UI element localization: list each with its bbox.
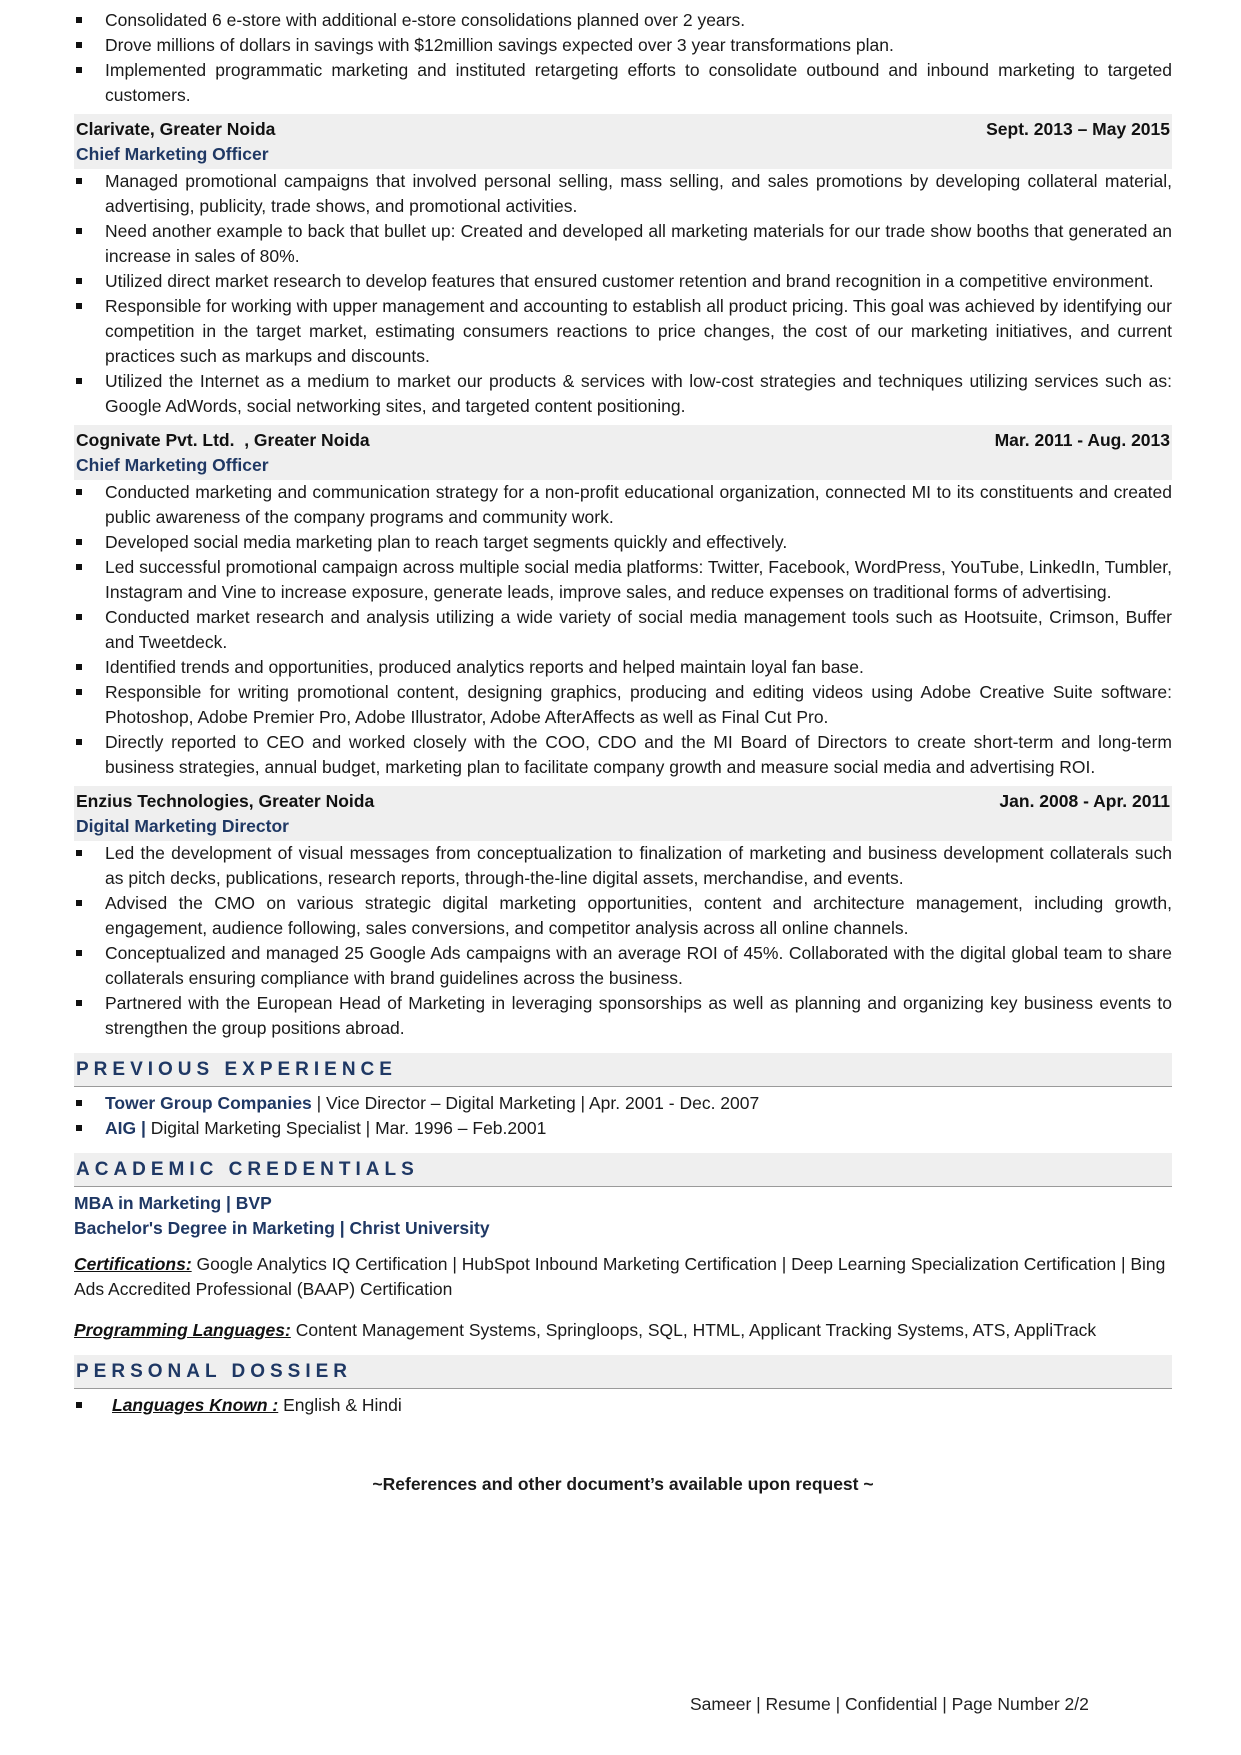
list-item: Responsible for writing promotional content, designing graphics, producing and editing videos using Adobe Creative Suite software: Photoshop, Adobe Premier Pro, Adobe Illustrator, Adobe AfterAffects as well as Final Cut Pro. xyxy=(74,680,1172,730)
list-item: Identified trends and opportunities, produced analytics reports and helped maintain loyal fan base. xyxy=(74,655,1172,680)
job-company: Clarivate, Greater Noida xyxy=(76,119,276,139)
list-item: Need another example to back that bullet up: Created and developed all marketing materials for our trade show booths that generated an increase in sales of 80%. xyxy=(74,219,1172,269)
list-item xyxy=(74,1091,1172,1116)
list-item: Utilized the Internet as a medium to market our products & services with low-cost strategies and techniques utilizing services such as: Google AdWords, social networking sites, and targeted content positioning. xyxy=(74,369,1172,419)
list-item xyxy=(74,1393,1172,1418)
job-title: Chief Marketing Officer xyxy=(76,455,269,475)
list-item: Conducted market research and analysis utilizing a wide variety of social media management tools such as Hootsuite, Crimson, Buffer and Tweetdeck. xyxy=(74,605,1172,655)
job-header xyxy=(74,786,1172,841)
list-item: Advised the CMO on various strategic digital marketing opportunities, content and architecture management, including growth, engagement, audience following, sales conversions, and competitor analysis across all online channels. xyxy=(74,891,1172,941)
languages-text: English & Hindi xyxy=(278,1395,402,1415)
degree: Bachelor's Degree in Marketing | Christ University xyxy=(74,1218,490,1238)
programming-label: Programming Languages: xyxy=(74,1320,291,1340)
programming-languages xyxy=(74,1318,1172,1343)
list-item: Drove millions of dollars in savings with $12million savings expected over 3 year transformations plan. xyxy=(74,33,1172,58)
list-item: Consolidated 6 e-store with additional e-store consolidations planned over 2 years. xyxy=(74,8,1172,33)
job-header xyxy=(74,425,1172,480)
section-heading-personal-dossier: PERSONAL DOSSIER xyxy=(74,1355,1172,1389)
section-heading-previous-experience: PREVIOUS EXPERIENCE xyxy=(74,1053,1172,1087)
job-title: Chief Marketing Officer xyxy=(76,144,269,164)
job-company: Cognivate Pvt. Ltd. , Greater Noida xyxy=(76,430,370,450)
list-item: Led successful promotional campaign across multiple social media platforms: Twitter, Facebook, WordPress, YouTube, LinkedIn, Tumbler, Instagram and Vine to increase exposure, generate leads, improve sales, and reduce expenses on traditional forms of advertising. xyxy=(74,555,1172,605)
list-item xyxy=(74,1116,1172,1141)
list-item: Led the development of visual messages from conceptualization to finalization of marketing and business development collaterals such as pitch decks, publications, research reports, through-the-line digital assets, merchandise, and events. xyxy=(74,841,1172,891)
job-dates: Jan. 2008 - Apr. 2011 xyxy=(999,791,1170,811)
job-title: Digital Marketing Director xyxy=(76,816,289,836)
job-bullet-list xyxy=(74,169,1172,419)
list-item: Partnered with the European Head of Marketing in leveraging sponsorships as well as planning and organizing key business events to strengthen the group positions abroad. xyxy=(74,991,1172,1041)
references-note: ~References and other document’s available upon request ~ xyxy=(372,1474,874,1494)
previous-details: | Vice Director – Digital Marketing | Apr. 2001 - Dec. 2007 xyxy=(311,1093,760,1113)
section-heading-academic-credentials: ACADEMIC CREDENTIALS xyxy=(74,1153,1172,1187)
degree: MBA in Marketing | BVP xyxy=(74,1193,272,1213)
intro-bullet-list xyxy=(74,8,1172,108)
programming-text: Content Management Systems, Springloops, SQL, HTML, Applicant Tracking Systems, ATS, AppliTrack xyxy=(290,1320,1097,1340)
list-item: Directly reported to CEO and worked closely with the COO, CDO and the MI Board of Directors to create short-term and long-term business strategies, annual budget, marketing plan to facilitate company growth and measure social media and advertising ROI. xyxy=(74,730,1172,780)
list-item: Developed social media marketing plan to reach target segments quickly and effectively. xyxy=(74,530,1172,555)
previous-company: Tower Group Companies xyxy=(105,1093,312,1113)
list-item: Utilized direct market research to develop features that ensured customer retention and brand recognition in a competitive environment. xyxy=(74,269,1172,294)
certifications-label: Certifications: xyxy=(74,1254,192,1274)
certifications xyxy=(74,1252,1172,1302)
list-item: Responsible for working with upper management and accounting to establish all product pricing. This goal was achieved by identifying our competition in the target market, estimating consumers reactions to price changes, the cost of our marketing initiatives, and current practices such as markups and discounts. xyxy=(74,294,1172,369)
job-header xyxy=(74,114,1172,169)
certifications-text: Google Analytics IQ Certification | HubSpot Inbound Marketing Certification | Deep Learning Specialization Certification | Bing Ads Accredited Professional (BAAP) Certification xyxy=(74,1254,1166,1299)
resume-page xyxy=(74,8,1172,1495)
personal-list xyxy=(74,1393,1172,1418)
list-item: Conceptualized and managed 25 Google Ads campaigns with an average ROI of 45%. Collaborated with the digital global team to share collaterals ensuring compliance with brand guidelines across the business. xyxy=(74,941,1172,991)
list-item: Managed promotional campaigns that involved personal selling, mass selling, and sales promotions by developing collateral material, advertising, publicity, trade shows, and promotional activities. xyxy=(74,169,1172,219)
job-dates: Sept. 2013 – May 2015 xyxy=(986,119,1170,139)
languages-label: Languages Known : xyxy=(112,1395,279,1415)
job-bullet-list xyxy=(74,841,1172,1041)
job-dates: Mar. 2011 - Aug. 2013 xyxy=(994,430,1170,450)
list-item: Implemented programmatic marketing and instituted retargeting efforts to consolidate outbound and inbound marketing to targeted customers. xyxy=(74,58,1172,108)
job-company: Enzius Technologies, Greater Noida xyxy=(76,791,375,811)
job-bullet-list xyxy=(74,480,1172,780)
page-footer: Sameer | Resume | Confidential | Page Number 2/2 xyxy=(690,1694,1089,1714)
previous-details: Digital Marketing Specialist | Mar. 1996 – Feb.2001 xyxy=(145,1118,547,1138)
previous-company: AIG | xyxy=(105,1118,146,1138)
list-item: Conducted marketing and communication strategy for a non-profit educational organization, connected MI to its constituents and created public awareness of the company programs and community work. xyxy=(74,480,1172,530)
previous-experience-list xyxy=(74,1091,1172,1141)
